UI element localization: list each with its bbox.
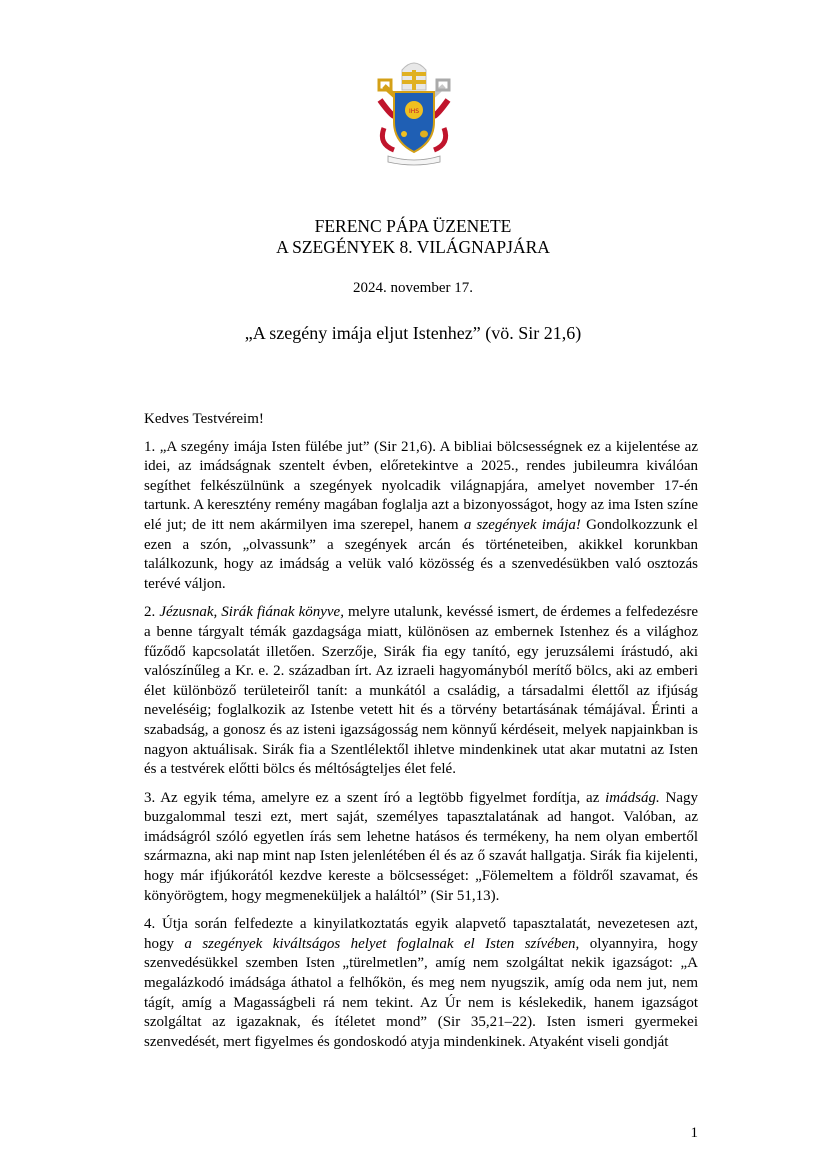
paragraph-1 [144,438,698,595]
paragraph-text: melyre utalunk, kevéssé ismert, de érdemes a felfedezésre a benne tárgyalt témák gazdagsága miatt, különösen az embernek Istenhez és a világhoz fűződő kapcsolatát illetően. Szerzője, Sirák fia egy tanító, egy jeruzsálemi írástudó, aki valószínűleg a Kr. e. 2. században írt. Az izraeli hagyományból merítő bölcs, aki az emberi élet különböző területeiről tanít: a munkától a családig, a társadalmi élettől az ifjúság neveléséig; foglalkozik az Istenbe vetett hit és a törvény betartásának témájával. Érinti a szabadság, a gonosz és az isteni igazságosság nem könnyű kérdéseit, melyek napjainkban is nagyon aktuálisak. Sirák fia a Szentlélektől ihletve mindenkinek utat akar mutatni az Isten és a testvérek előtti bölcs és méltóságteljes élet felé. [144,604,699,778]
paragraph-text: 2. [144,604,160,621]
emphasis-text: imádság. [605,789,660,806]
paragraph-2 [144,603,698,779]
document-title-line1: FERENC PÁPA ÜZENETE [314,216,512,236]
document-date: 2024. november 17. [353,280,473,296]
paragraph-3 [144,789,698,907]
emphasis-text: Jézusnak, Sirák fiának könyve, [159,604,344,621]
paragraph-text: 3. Az egyik téma, amelyre ez a szent író a legtöbb figyelmet fordítja, az [144,789,606,806]
paragraph-text: 1. „A szegény imája Isten fülébe jut” (Sir 21,6). A bibliai bölcsességnek ez a kijelentése az idei, az imádságnak szentelt évben, előretekintve a 2025., rendes jubileumra kiválóan segíthet felkészülnünk a szegények nyolcadik világnapjára, amelyet november 17-én tartunk. A keresztény remény magában foglalja azt a bizonyosságot, hogy az ima Isten színe elé jut; de itt nem akármilyen ima szerepel, hanem [144,438,698,533]
document-body [144,410,698,1061]
svg-text:IHS: IHS [408,108,420,115]
paragraph-text: Gondolkozzunk el ezen a szón, „olvassunk” a szegények arcán és történeteiben, akikkel korunkban találkozunk, hogy az imádság a velük való közösség és a szenvedésükben való osztozás terévé váljon. [144,516,698,592]
document-title-line2: A SZEGÉNYEK 8. VILÁGNAPJÁRA [276,237,550,257]
paragraph-text: 4. Útja során felfedezte a kinyilatkoztatás egyik alapvető tapasztalatát, nevezetesen azt, hogy [144,916,698,952]
salutation: Kedves Testvéreim! [144,411,264,427]
paragraph-4 [144,915,698,1052]
paragraph-text: Nagy buzgalommal teszi ezt, mert saját, személyes tapasztalatának ad hangot. Valóban, az imádságról szóló egyetlen írás sem lehetne hatásos és termékeny, ha nem olyan embertől származna, aki nap mint nap Isten jelenlétében él és az ő szavát hallgatja. Sirák fia kijelenti, hogy már ifjúkorától kezdve kereste a bölcsességet: „Fölemeltem a földről szavamat, és könyörögtem, hogy megmeneküljek a haláltól” (Sir 51,13). [144,789,698,904]
page-number: 1 [690,1125,698,1141]
document-motto: „A szegény imája eljut Istenhez” (vö. Sir 21,6) [244,323,582,343]
paragraph-text: olyannyira, hogy szenvedésükkel szemben Isten „türelmetlen”, amíg nem szolgáltat nekik igazságot: „A megalázkodó imádsága áthatol a felhőkön, és meg nem nyugszik, amíg oda nem jut, nem tágít, amíg a Magasságbeli rá nem tekint. Az Úr nem is késlekedik, hanem igazságot szolgáltat az igazaknak, és ítéletet mond” (Sir 35,21–22). Isten ismeri gyermekei szenvedését, mert figyelmes és gondoskodó atyja mindenkinek. Atyaként viseli gondját [144,935,698,1050]
emphasis-text: a szegények kiváltságos helyet foglalnak el Isten szívében, [184,935,580,952]
papal-coat-of-arms-icon [376,56,452,166]
emphasis-text: a szegények imája! [463,516,581,533]
